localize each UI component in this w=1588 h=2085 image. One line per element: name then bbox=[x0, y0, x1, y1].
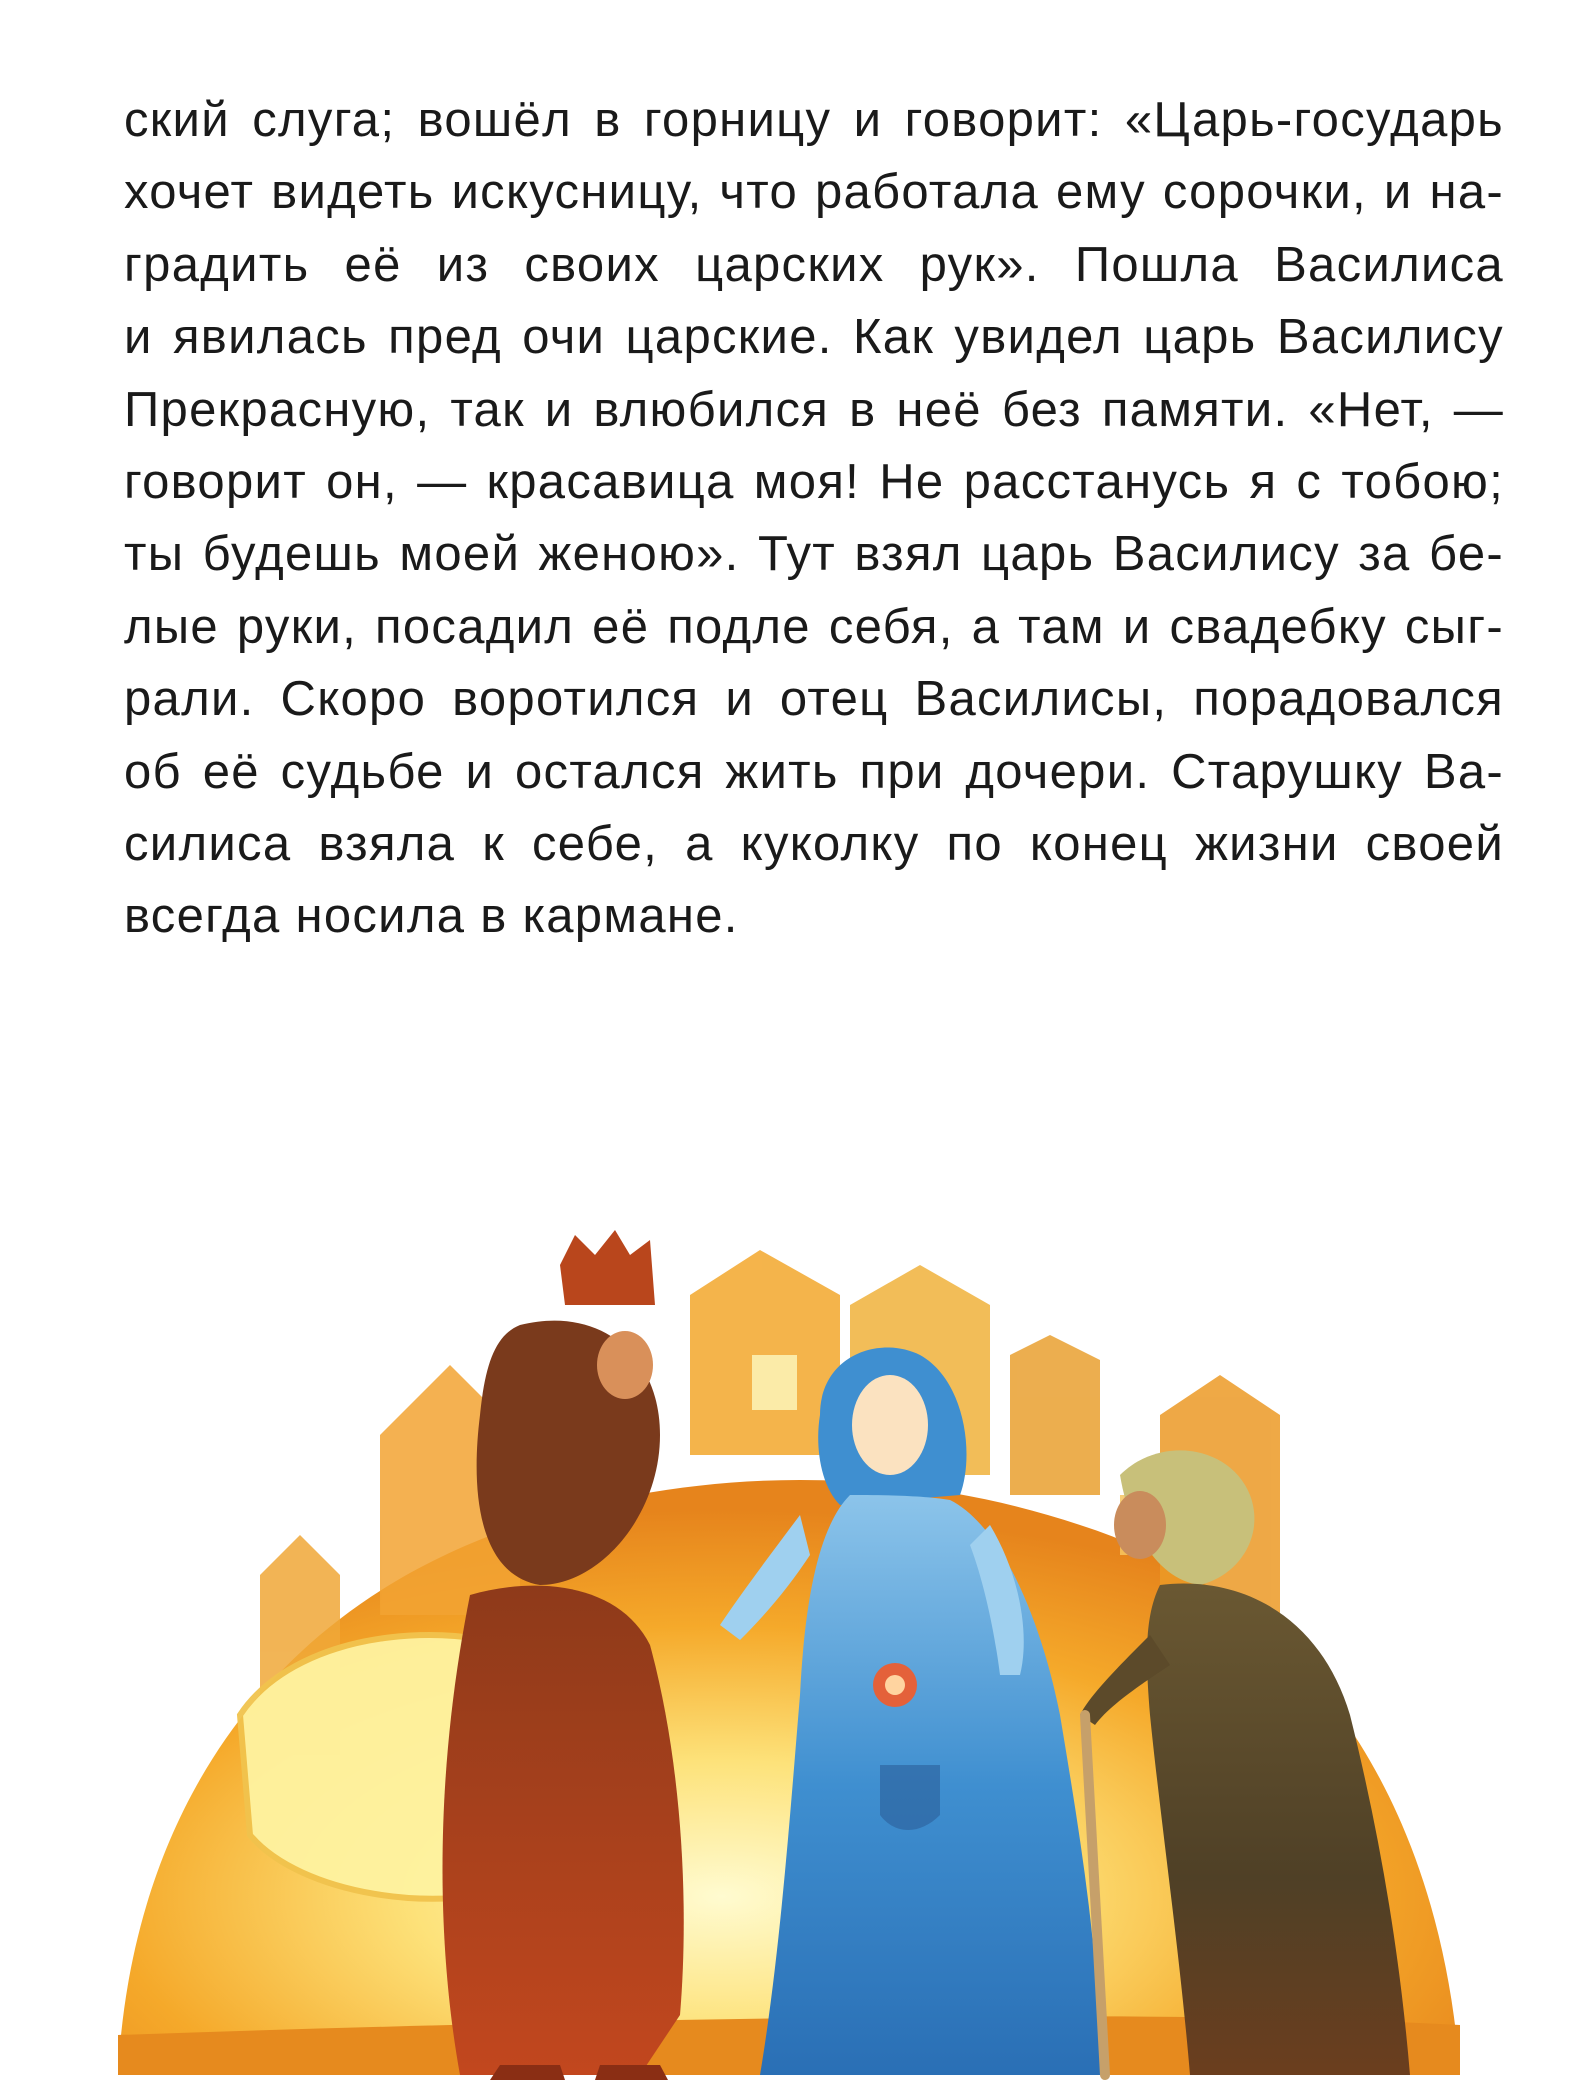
text-line: ты будешь моей женою». Тут взял царь Василису за бе- bbox=[124, 527, 1504, 582]
text-line: говорит он, — красавица моя! Не расстанусь я с тобою; bbox=[124, 454, 1504, 509]
text-line: рали. Скоро воротился и отец Василисы, порадовался bbox=[124, 672, 1504, 727]
text-line: и явилась пред очи царские. Как увидел царь Василису bbox=[124, 310, 1504, 365]
text-line: ский слуга; вошёл в горницу и говорит: «Царь-государь bbox=[124, 93, 1504, 147]
text-line: Прекрасную, так и влюбился в неё без памяти. «Нет, — bbox=[124, 382, 1504, 437]
text-line: об её судьбе и остался жить при дочери. Старушку Ва- bbox=[124, 744, 1504, 799]
watercolor-scene bbox=[0, 1195, 1588, 2085]
text-line: силиса взяла к себе, а куколку по конец жизни своей bbox=[124, 816, 1504, 871]
text-line: всегда носила в кармане. bbox=[124, 889, 739, 944]
text-line: хочет видеть искусницу, что работала ему сорочки, и на- bbox=[124, 165, 1504, 220]
story-text bbox=[124, 84, 1504, 953]
text-line: лые руки, посадил её подле себя, а там и свадебку сыг- bbox=[124, 599, 1504, 654]
text-line: градить её из своих царских рук». Пошла Василиса bbox=[124, 237, 1504, 292]
illustration bbox=[0, 1195, 1588, 2085]
